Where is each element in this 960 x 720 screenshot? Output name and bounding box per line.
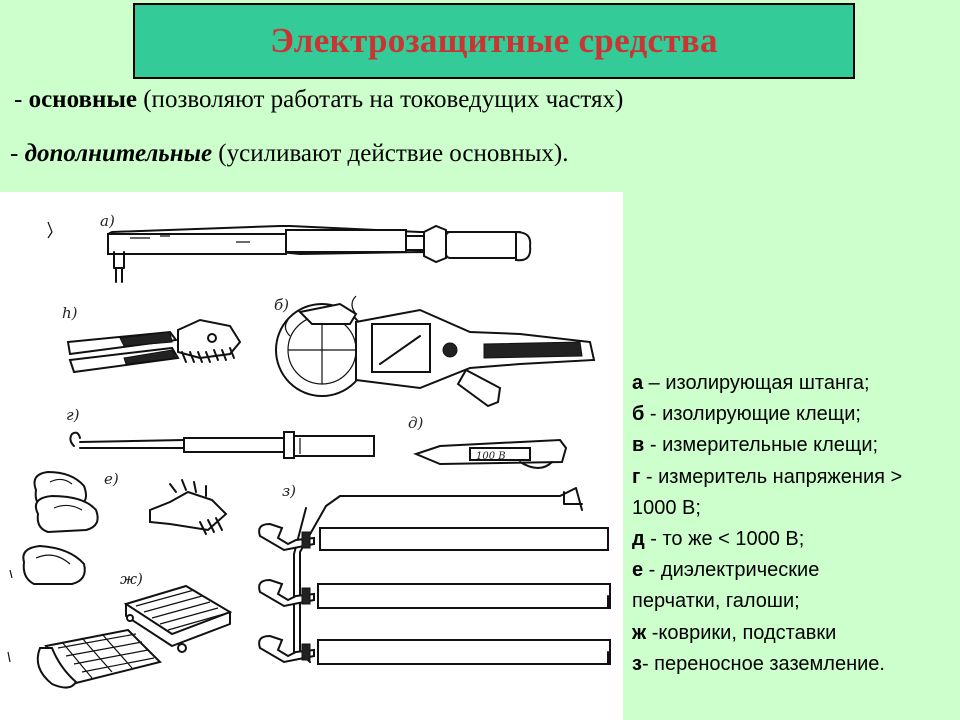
legend-item-z [632,649,960,680]
bullet-dash: - [14,86,29,113]
legend-item-zh [632,618,960,649]
legend-text: - переносное заземление. [641,652,885,675]
legend-item-b [632,399,960,430]
legend-list [632,368,960,680]
label-z: з) [282,482,297,500]
legend-item-g-cont [632,493,960,524]
dielectric-galoshes-gloves-drawing [23,470,226,584]
legend-item-e [632,555,960,586]
legend-text: -коврики, подставки [646,621,837,644]
legend-item-a [632,368,960,399]
voltage-indicator-high-drawing [66,406,374,458]
measuring-clamp-drawing [274,296,594,406]
voltage-indicator-low-drawing [408,414,566,468]
legend-key: е [632,559,644,582]
label-a: а) [100,212,115,230]
legend-text: - измеритель напряжения > [640,465,903,488]
legend-item-d [632,524,960,555]
label-e: е) [104,470,119,488]
bullet-text: (позволяют работать на токоведущих частях) [136,86,624,113]
label-zh: ж) [120,570,143,588]
insulating-pliers-drawing [62,304,240,372]
legend-key: з [632,652,642,675]
portable-grounding-drawing [259,482,610,664]
legend-key: ж [632,621,647,644]
title-banner [133,3,855,79]
legend-item-v [632,430,960,461]
legend-text: - измерительные клещи; [644,434,879,457]
bullet-term: основные [28,86,137,113]
label-g: г) [66,406,80,424]
insulating-rod-drawing [48,212,530,282]
label-d: д) [408,414,424,432]
slide-title: Электрозащитные средства [270,21,718,60]
bullet-additional [10,140,568,168]
legend-key: в [632,434,645,457]
label-b: б) [274,296,290,314]
legend-item-g [632,462,960,493]
legend-text: 1000 В; [632,496,701,519]
mats-stands-drawing [8,570,230,688]
label-v: h) [62,304,78,322]
legend-text: – изолирующая штанга; [643,372,870,394]
legend-text: - то же < 1000 В; [644,528,805,551]
legend-text: перчатки, галоши; [632,590,800,613]
legend-key: д [632,528,645,551]
meter-scale-text: 100 В [476,451,506,462]
protective-equipment-illustration [0,192,623,720]
legend-item-e-cont [632,586,960,617]
bullet-text: (усиливают действие основных). [212,140,569,167]
legend-key: г [632,465,641,488]
bullet-basic [14,86,623,114]
legend-text: - диэлектрические [643,559,820,582]
legend-text: - изолирующие клещи; [644,403,861,426]
bullet-term: дополнительные [24,140,213,167]
bullet-dash: - [10,140,25,167]
legend-key: б [632,403,645,426]
legend-key: а [632,372,644,394]
